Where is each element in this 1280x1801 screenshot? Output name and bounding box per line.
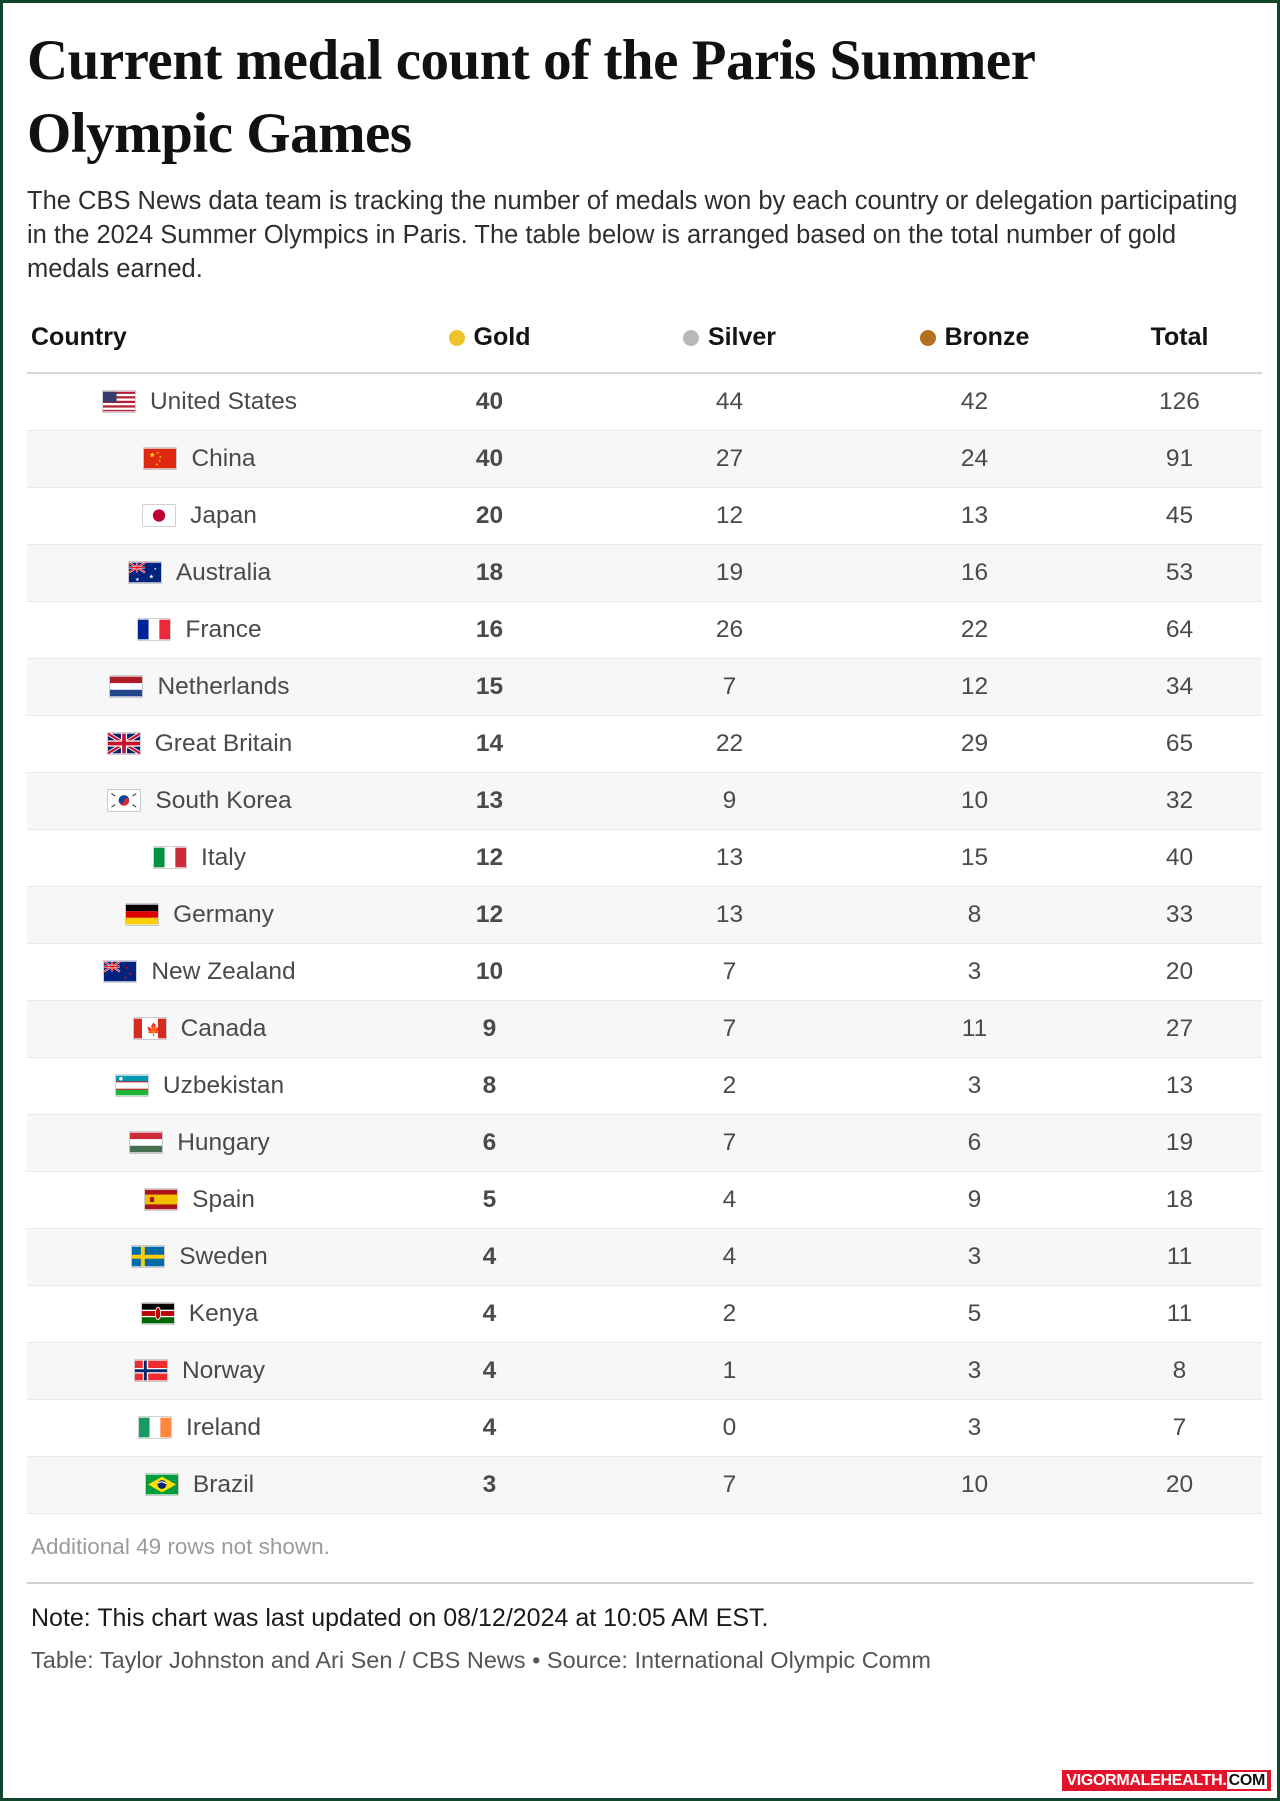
- total-cell: 34: [1097, 658, 1262, 715]
- table-row: [27, 430, 1262, 487]
- country-cell: [27, 1342, 372, 1399]
- country-cell: [27, 1399, 372, 1456]
- gold-cell: 4: [372, 1342, 607, 1399]
- gold-cell: 4: [372, 1228, 607, 1285]
- country-cell: [27, 943, 372, 1000]
- country-name: Japan: [190, 501, 257, 529]
- svg-text:★: ★: [128, 970, 133, 976]
- gold-cell: 40: [372, 373, 607, 431]
- medal-count-table: [27, 313, 1262, 1514]
- total-cell: 65: [1097, 715, 1262, 772]
- table-row: [27, 1114, 1262, 1171]
- country-cell: [27, 658, 372, 715]
- country-name: Australia: [175, 558, 272, 586]
- table-row: [27, 373, 1262, 431]
- bronze-cell: 9: [852, 1171, 1097, 1228]
- bronze-cell: 8: [852, 886, 1097, 943]
- last-updated-note: Note: This chart was last updated on 08/12/2024 at 10:05 AM EST.: [31, 1603, 769, 1632]
- flag-icon: [128, 561, 162, 584]
- silver-cell: 44: [607, 373, 852, 431]
- flag-icon: [125, 903, 159, 926]
- total-cell: 20: [1097, 1456, 1262, 1513]
- silver-cell: 12: [607, 487, 852, 544]
- gold-cell: 5: [372, 1171, 607, 1228]
- total-cell: 45: [1097, 487, 1262, 544]
- gold-medal-icon: [449, 330, 465, 346]
- country-name: Norway: [181, 1356, 266, 1384]
- country-name: Germany: [173, 900, 274, 928]
- bronze-medal-icon: [920, 330, 936, 346]
- bronze-cell: 10: [852, 1456, 1097, 1513]
- additional-rows-note: Additional 49 rows not shown.: [31, 1533, 330, 1559]
- flag-icon: [153, 846, 187, 869]
- table-row: [27, 943, 1262, 1000]
- silver-cell: 7: [607, 943, 852, 1000]
- table-row: [27, 1000, 1262, 1057]
- gold-cell: 14: [372, 715, 607, 772]
- svg-text:★: ★: [155, 461, 159, 466]
- gold-cell: 12: [372, 886, 607, 943]
- gold-cell: 12: [372, 829, 607, 886]
- table-row: [27, 715, 1262, 772]
- flag-icon: [131, 1245, 165, 1268]
- bronze-cell: 12: [852, 658, 1097, 715]
- gold-cell: 18: [372, 544, 607, 601]
- gold-cell: 3: [372, 1456, 607, 1513]
- country-cell: [27, 715, 372, 772]
- table-row: [27, 544, 1262, 601]
- bronze-cell: 3: [852, 1228, 1097, 1285]
- svg-text:🍁: 🍁: [145, 1022, 162, 1037]
- silver-cell: 26: [607, 601, 852, 658]
- table-row: [27, 1057, 1262, 1114]
- flag-icon: [115, 1074, 149, 1097]
- country-name: New Zealand: [151, 957, 296, 985]
- flag-icon: [107, 732, 141, 755]
- svg-text:★: ★: [148, 573, 155, 581]
- column-header-silver-label: Silver: [707, 322, 777, 351]
- bronze-cell: 11: [852, 1000, 1097, 1057]
- silver-cell: 2: [607, 1057, 852, 1114]
- total-cell: 40: [1097, 829, 1262, 886]
- country-cell: [27, 1171, 372, 1228]
- svg-text:★: ★: [149, 449, 157, 459]
- silver-cell: 9: [607, 772, 852, 829]
- svg-text:★: ★: [153, 566, 157, 571]
- flag-icon: [138, 1416, 172, 1439]
- gold-cell: 13: [372, 772, 607, 829]
- country-cell: [27, 1285, 372, 1342]
- silver-cell: 4: [607, 1171, 852, 1228]
- country-name: South Korea: [155, 786, 292, 814]
- source-credit: Table: Taylor Johnston and Ari Sen / CBS News • Source: International Olympic Comm: [31, 1646, 931, 1673]
- country-cell: [27, 601, 372, 658]
- silver-cell: 7: [607, 1456, 852, 1513]
- country-cell: [27, 487, 372, 544]
- country-name: China: [191, 444, 256, 472]
- country-cell: [27, 1057, 372, 1114]
- gold-cell: 6: [372, 1114, 607, 1171]
- column-header-total[interactable]: Total: [1097, 313, 1262, 373]
- country-cell: [27, 1114, 372, 1171]
- silver-cell: 13: [607, 829, 852, 886]
- svg-text:★: ★: [134, 577, 140, 583]
- country-name: Great Britain: [154, 729, 293, 757]
- country-name: Uzbekistan: [162, 1071, 285, 1099]
- country-name: Italy: [201, 843, 246, 871]
- total-cell: 8: [1097, 1342, 1262, 1399]
- table-row: [27, 1171, 1262, 1228]
- table-row: [27, 1399, 1262, 1456]
- bronze-cell: 5: [852, 1285, 1097, 1342]
- table-row: [27, 601, 1262, 658]
- bronze-cell: 3: [852, 1057, 1097, 1114]
- flag-icon: [145, 1473, 179, 1496]
- country-name: Sweden: [179, 1242, 268, 1270]
- gold-cell: 10: [372, 943, 607, 1000]
- silver-cell: 2: [607, 1285, 852, 1342]
- total-cell: 32: [1097, 772, 1262, 829]
- flag-icon: [107, 789, 141, 812]
- silver-cell: 7: [607, 658, 852, 715]
- total-cell: 13: [1097, 1057, 1262, 1114]
- bronze-cell: 24: [852, 430, 1097, 487]
- gold-cell: 4: [372, 1285, 607, 1342]
- country-cell: [27, 772, 372, 829]
- table-row: [27, 1285, 1262, 1342]
- page-deck: The CBS News data team is tracking the number of medals won by each country or delegation participating in the 2024 Summer Olympics in Paris. The table below is arranged based on the total number of gold medals earned.: [27, 186, 1238, 283]
- table-row: [27, 1456, 1262, 1513]
- bronze-cell: 10: [852, 772, 1097, 829]
- gold-cell: 9: [372, 1000, 607, 1057]
- gold-cell: 15: [372, 658, 607, 715]
- country-cell: [27, 1000, 372, 1057]
- flag-icon: [137, 618, 171, 641]
- gold-cell: 4: [372, 1399, 607, 1456]
- country-name: Brazil: [192, 1470, 255, 1498]
- table-row: [27, 658, 1262, 715]
- page-title: Current medal count of the Paris Summer Olympic Games: [27, 29, 1035, 165]
- silver-medal-icon: [683, 330, 699, 346]
- flag-icon: [102, 390, 136, 413]
- silver-cell: 7: [607, 1000, 852, 1057]
- total-cell: 91: [1097, 430, 1262, 487]
- country-name: Ireland: [186, 1413, 261, 1441]
- svg-text:★: ★: [124, 974, 128, 980]
- bronze-cell: 13: [852, 487, 1097, 544]
- column-header-gold-label: Gold: [473, 322, 531, 351]
- total-cell: 11: [1097, 1228, 1262, 1285]
- flag-icon: [134, 1359, 168, 1382]
- total-cell: 27: [1097, 1000, 1262, 1057]
- country-cell: [27, 544, 372, 601]
- total-cell: 53: [1097, 544, 1262, 601]
- table-row: [27, 1228, 1262, 1285]
- svg-text:★: ★: [158, 458, 162, 463]
- column-header-country[interactable]: Country: [27, 313, 372, 373]
- bronze-cell: 16: [852, 544, 1097, 601]
- total-cell: 19: [1097, 1114, 1262, 1171]
- country-name: Netherlands: [157, 672, 290, 700]
- bronze-cell: 22: [852, 601, 1097, 658]
- table-body: [27, 373, 1262, 1514]
- silver-cell: 7: [607, 1114, 852, 1171]
- flag-icon: [142, 504, 176, 527]
- column-header-bronze-label: Bronze: [944, 322, 1030, 351]
- svg-text:★: ★: [125, 964, 129, 970]
- flag-icon: [109, 675, 143, 698]
- silver-cell: 27: [607, 430, 852, 487]
- country-cell: [27, 1228, 372, 1285]
- country-cell: [27, 430, 372, 487]
- table-row: [27, 772, 1262, 829]
- total-cell: 20: [1097, 943, 1262, 1000]
- total-cell: 33: [1097, 886, 1262, 943]
- country-name: France: [185, 615, 262, 643]
- country-name: Canada: [180, 1014, 267, 1042]
- gold-cell: 8: [372, 1057, 607, 1114]
- silver-cell: 22: [607, 715, 852, 772]
- flag-icon: [133, 1017, 167, 1040]
- total-cell: 64: [1097, 601, 1262, 658]
- flag-icon: [103, 960, 137, 983]
- watermark-text: VIGORMALEHEALTH.: [1066, 1772, 1227, 1789]
- bronze-cell: 29: [852, 715, 1097, 772]
- country-cell: [27, 373, 372, 431]
- flag-icon: [141, 1302, 175, 1325]
- country-cell: [27, 1456, 372, 1513]
- silver-cell: 0: [607, 1399, 852, 1456]
- table-header-row: [27, 313, 1262, 373]
- gold-cell: 20: [372, 487, 607, 544]
- table-row: [27, 487, 1262, 544]
- gold-cell: 40: [372, 430, 607, 487]
- total-cell: 18: [1097, 1171, 1262, 1228]
- silver-cell: 13: [607, 886, 852, 943]
- bronze-cell: 3: [852, 943, 1097, 1000]
- bronze-cell: 15: [852, 829, 1097, 886]
- column-header-silver[interactable]: [607, 313, 852, 373]
- silver-cell: 1: [607, 1342, 852, 1399]
- country-cell: [27, 886, 372, 943]
- flag-icon: [144, 1188, 178, 1211]
- country-name: Kenya: [188, 1299, 259, 1327]
- column-header-gold[interactable]: [372, 313, 607, 373]
- flag-icon: [143, 447, 177, 470]
- country-cell: [27, 829, 372, 886]
- svg-text:★: ★: [156, 450, 161, 455]
- total-cell: 7: [1097, 1399, 1262, 1456]
- total-cell: 126: [1097, 373, 1262, 431]
- total-cell: 11: [1097, 1285, 1262, 1342]
- bronze-cell: 42: [852, 373, 1097, 431]
- gold-cell: 16: [372, 601, 607, 658]
- table-row: [27, 886, 1262, 943]
- bronze-cell: 3: [852, 1399, 1097, 1456]
- country-name: Spain: [192, 1185, 255, 1213]
- country-name: Hungary: [177, 1128, 270, 1156]
- table-row: [27, 1342, 1262, 1399]
- footer-divider: [27, 1582, 1253, 1584]
- silver-cell: 19: [607, 544, 852, 601]
- column-header-bronze[interactable]: [852, 313, 1097, 373]
- watermark: [1062, 1770, 1271, 1791]
- bronze-cell: 3: [852, 1342, 1097, 1399]
- svg-text:★: ★: [159, 454, 163, 459]
- flag-icon: [129, 1131, 163, 1154]
- bronze-cell: 6: [852, 1114, 1097, 1171]
- table-row: [27, 829, 1262, 886]
- silver-cell: 4: [607, 1228, 852, 1285]
- country-name: United States: [149, 387, 298, 415]
- watermark-domain: COM: [1228, 1772, 1265, 1789]
